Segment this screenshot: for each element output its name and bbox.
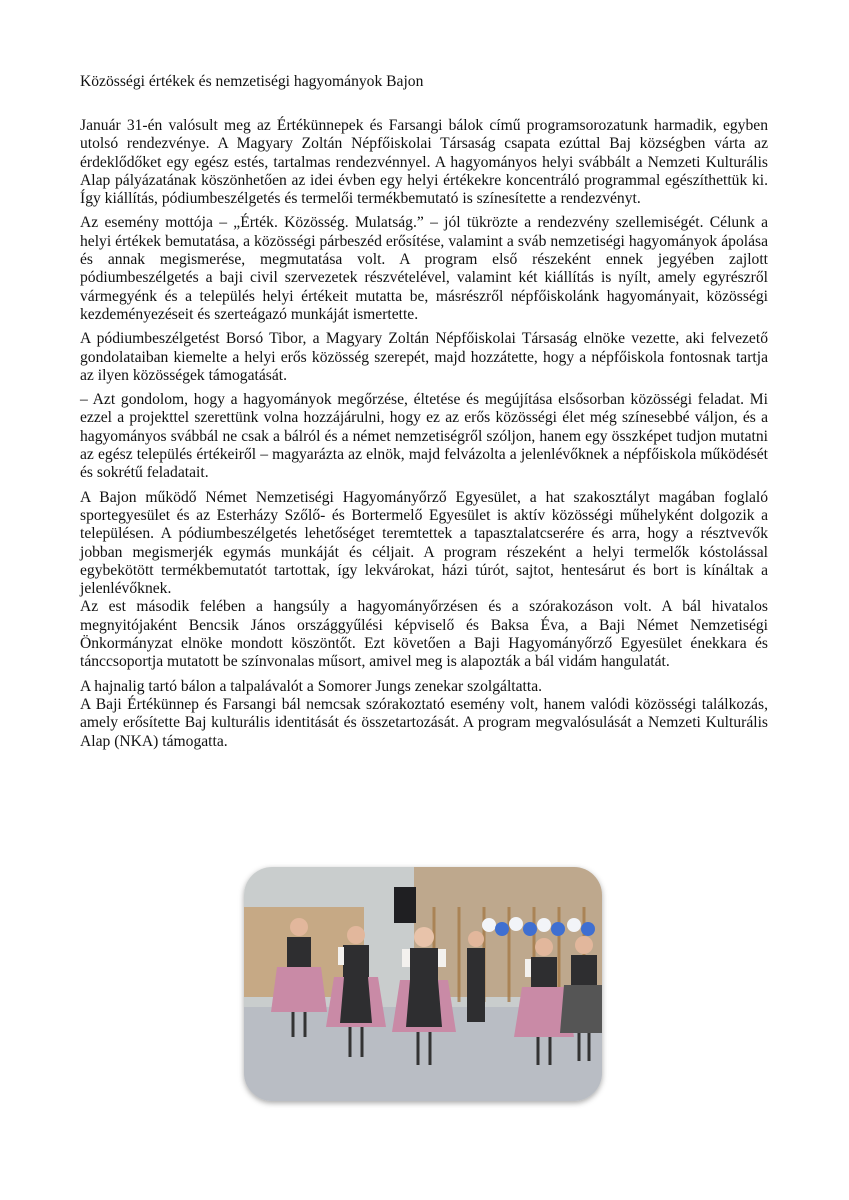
paragraph-quote: – Azt gondolom, hogy a hagyományok megőrzése, éltetése és megújítása elsősorban közösségi feladat. Mi ezzel a projekttel szerettünk volna hozzájárulni, hogy ez az erős közösségi élet még színesebbé váljon, és a hagyományos svábbál ne csak a bálról és a német nemzetiségről szóljon, hanem egy összképet tudjon mutatni az egész település értékeiről – magyarázta az elnök, majd felvázolta a jelenlévőknek a népfőiskola működését és sokrétű feladatait. <box>80 391 768 482</box>
paragraph-organizations: A Bajon működő Német Nemzetiségi Hagyományőrző Egyesület, a hat szakosztályt magában foglaló sportegyesület és az Esterházy Szőlő- és Bortermelő Egyesület is aktív közösségi műhelyként dolgozik a településen. A pódiumbeszélgetés lehetőséget teremtettek a tapasztalatcserére és arra, hogy a résztvevők jobban megismerjék egymás munkáját és céljait. A program részeként a helyi termelők kóstolással egybekötött termékbemutatót tartottak, így lekvárokat, házi túrót, sajtot, hentesárut és bort is kínáltak a jelenlévőknek. <box>80 488 768 598</box>
event-photo <box>244 867 602 1101</box>
paragraph-intro: Január 31-én valósult meg az Értékünnepek és Farsangi bálok című programsorozatunk harmadik, egyben utolsó rendezvénye. A Magyary Zoltán Népfőiskolai Társaság csapata ezúttal Baj községben várta az érdeklődőket egy egész estés, tartalmas rendezvénnyel. A hagyományos helyi svábbált a Nemzeti Kulturális Alap pályázatának köszönhetően az idei évben egy helyi értékekre koncentráló programmal egészíthettük ki. Így kiállítás, pódiumbeszélgetés és termelői termékbemutató is színesítette a rendezvényt. <box>80 117 768 208</box>
paragraph-music: A hajnalig tartó bálon a talpalávalót a Somorer Jungs zenekar szolgáltatta. <box>80 677 543 695</box>
article-body <box>80 117 768 757</box>
paragraph-ball: Az est második felében a hangsúly a hagyományőrzésen és a szórakozáson volt. A bál hivatalos megnyitójaként Bencsik János országgyűlési képviselő és Baksa Éva, a Baji Német Nemzetiségi Önkormányzat elnöke mondott köszöntőt. Ezt követően a Baji Hagyományőrző Egyesület énekkara és tánccsoportja mutatott be színvonalas műsort, amivel meg is alapozták a bál vidám hangulatát. <box>80 598 768 671</box>
dancers-photo-illustration <box>244 867 602 1101</box>
paragraph-podium: A pódiumbeszélgetést Borsó Tibor, a Magyary Zoltán Népfőiskolai Társaság elnöke vezette, aki felvezető gondolataiban kiemelte a helyi erős közösség szerepét, majd hozzátette, hogy a népfőiskola fontosnak tartja az ilyen közösségek támogatását. <box>80 330 768 384</box>
paragraph-motto: Az esemény mottója – „Érték. Közösség. Mulatság.” – jól tükrözte a rendezvény szellemiségét. Célunk a helyi értékek bemutatása, a közösségi párbeszéd erősítése, valamint a sváb nemzetiségi hagyományok ápolása és annak megismerése, megmutatása volt. A program első részeként ennek jegyében zajlott pódiumbeszélgetés a baji civil szervezetek részvételével, valamint két kiállítás is nyílt, amely egyrészről vármegyénk és a település helyi értékeit mutatta be, másrészről népfőiskolánk hagyományait, közösségi kezdeményezéseit és szerteágazó munkáját ismertette. <box>80 214 768 323</box>
speaker <box>394 887 416 923</box>
article-title: Közösségi értékek és nemzetiségi hagyományok Bajon <box>80 73 424 90</box>
paragraph-summary: A Baji Értékünnep és Farsangi bál nemcsak szórakoztató esemény volt, hanem valódi közösségi találkozás, amely erősítette Baj kulturális identitását és összetartozását. A program megvalósulását a Nemzeti Kulturális Alap (NKA) támogatta. <box>80 695 768 750</box>
